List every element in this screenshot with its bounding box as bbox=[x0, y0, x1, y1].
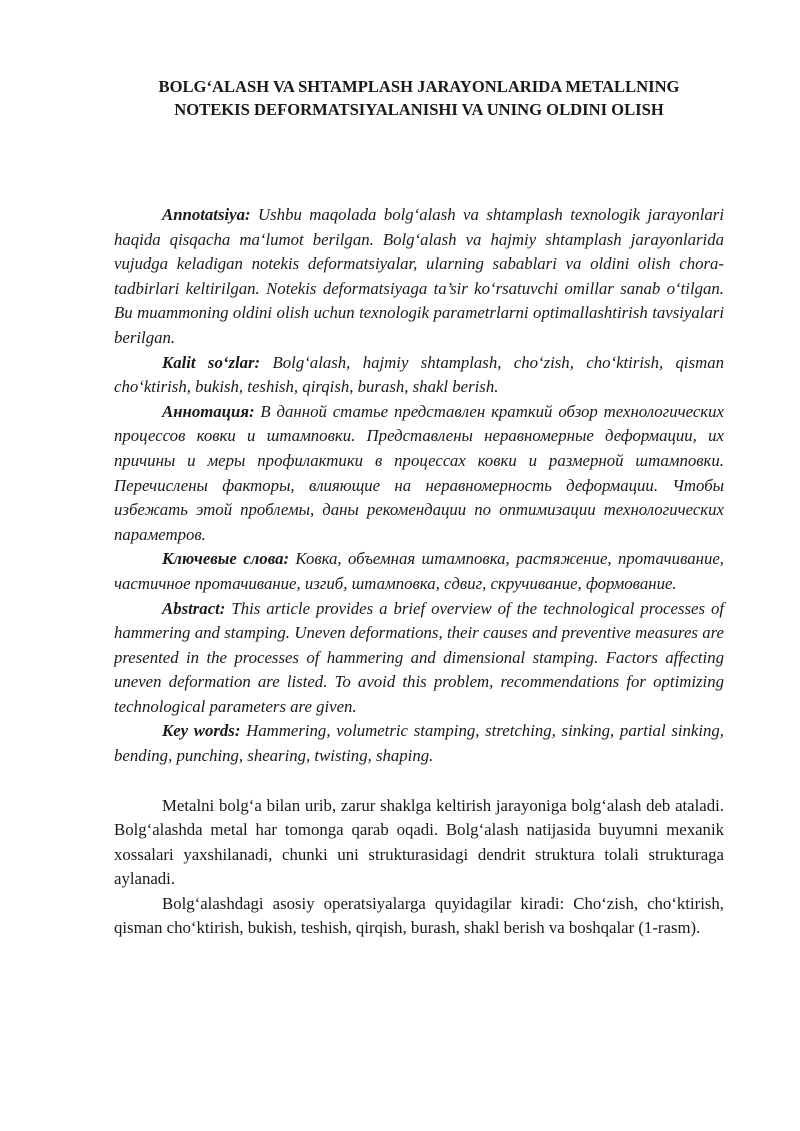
annotation-ru-text: В данной статье представлен краткий обзор технологических процессов ковки и штамповки. Представлены неравномерные деформации, их причины и меры профилактики в процессах ковки и размерной штамповки. Перечислены факторы, влияющие на неравномерность деформации. Чтобы избежать этой проблемы, даны рекомендации по оптимизации технологических параметров. bbox=[114, 401, 724, 544]
annotation-ru bbox=[114, 400, 724, 548]
annotation-ru-label: Аннотация: bbox=[162, 401, 255, 421]
annotation-uz-text: Ushbu maqolada bolg‘alash va shtamplash texnologik jarayonlari haqida qisqacha ma‘lumot berilgan. Bolg‘alash va hajmiy shtamplash jarayonlarida vujudga keladigan notekis deformatsiyalar, ularning sabablari va oldini olish chora-tadbirlari keltirilgan. Notekis deformatsiyaga ta’sir ko‘rsatuvchi omillar sanab o‘tilgan. Bu muammoning oldini olish uchun texnologik parametrlarni optimallashtirish tavsiyalari berilgan. bbox=[114, 205, 724, 347]
keywords-ru bbox=[114, 547, 724, 596]
abstract-en bbox=[114, 597, 724, 720]
keywords-uz-text: Bolg‘alash, hajmiy shtamplash, cho‘zish, cho‘ktirish, qisman cho‘ktirish, bukish, teshish, qirqish, burash, shakl berish. bbox=[114, 352, 724, 397]
body-paragraph-1: Metalni bolg‘a bilan urib, zarur shaklga keltirish jarayoniga bolg‘alash deb ataladi. Bolg‘alashda metal har tomonga qarab oqadi. Bolg‘alash natijasida buyumni mexanik xossalari yaxshilanadi, chunki uni strukturasidagi dendrit struktura tolali strukturaga aylanadi. bbox=[114, 795, 724, 889]
paper-page bbox=[114, 75, 724, 941]
keywords-ru-label: Ключевые слова: bbox=[162, 549, 290, 569]
keywords-en-text: Hammering, volumetric stamping, stretching, sinking, partial sinking, bending, punching, shearing, twisting, shaping. bbox=[114, 721, 724, 766]
title-line-2: NOTEKIS DEFORMATSIYALANISHI VA UNING OLDINI OLISH bbox=[174, 100, 664, 119]
paper-title bbox=[114, 75, 724, 121]
abstract-en-label: Abstract: bbox=[162, 598, 226, 618]
keywords-en-label: Key words: bbox=[162, 721, 241, 741]
keywords-uz-label: Kalit so‘zlar: bbox=[162, 352, 261, 372]
body-paragraph-2: Bolg‘alashdagi asosiy operatsiyalarga quyidagilar kiradi: Cho‘zish, cho‘ktirish, qisman cho‘ktirish, bukish, teshish, qirqish, burash, shakl berish va boshqalar (1-rasm). bbox=[114, 893, 724, 938]
body-section bbox=[114, 794, 724, 941]
abstract-en-text: This article provides a brief overview of the technological processes of hammering and stamping. Uneven deformations, their causes and preventive measures are presented in the processes of hammering and dimensional stamping. Factors affecting uneven deformation are listed. To avoid this problem, recommendations for optimizing technological parameters are given. bbox=[114, 598, 724, 716]
annotation-uz-label: Annotatsiya: bbox=[162, 205, 251, 224]
annotation-uz bbox=[114, 203, 724, 351]
keywords-uz bbox=[114, 351, 724, 400]
keywords-ru-text: Ковка, объемная штамповка, растяжение, протачивание, частичное протачивание, изгиб, штамповка, сдвиг, скручивание, формование. bbox=[114, 549, 724, 593]
abstract-section bbox=[114, 203, 724, 769]
title-line-1: BOLG‘ALASH VA SHTAMPLASH JARAYONLARIDA METALLNING bbox=[158, 77, 680, 96]
keywords-en bbox=[114, 719, 724, 768]
